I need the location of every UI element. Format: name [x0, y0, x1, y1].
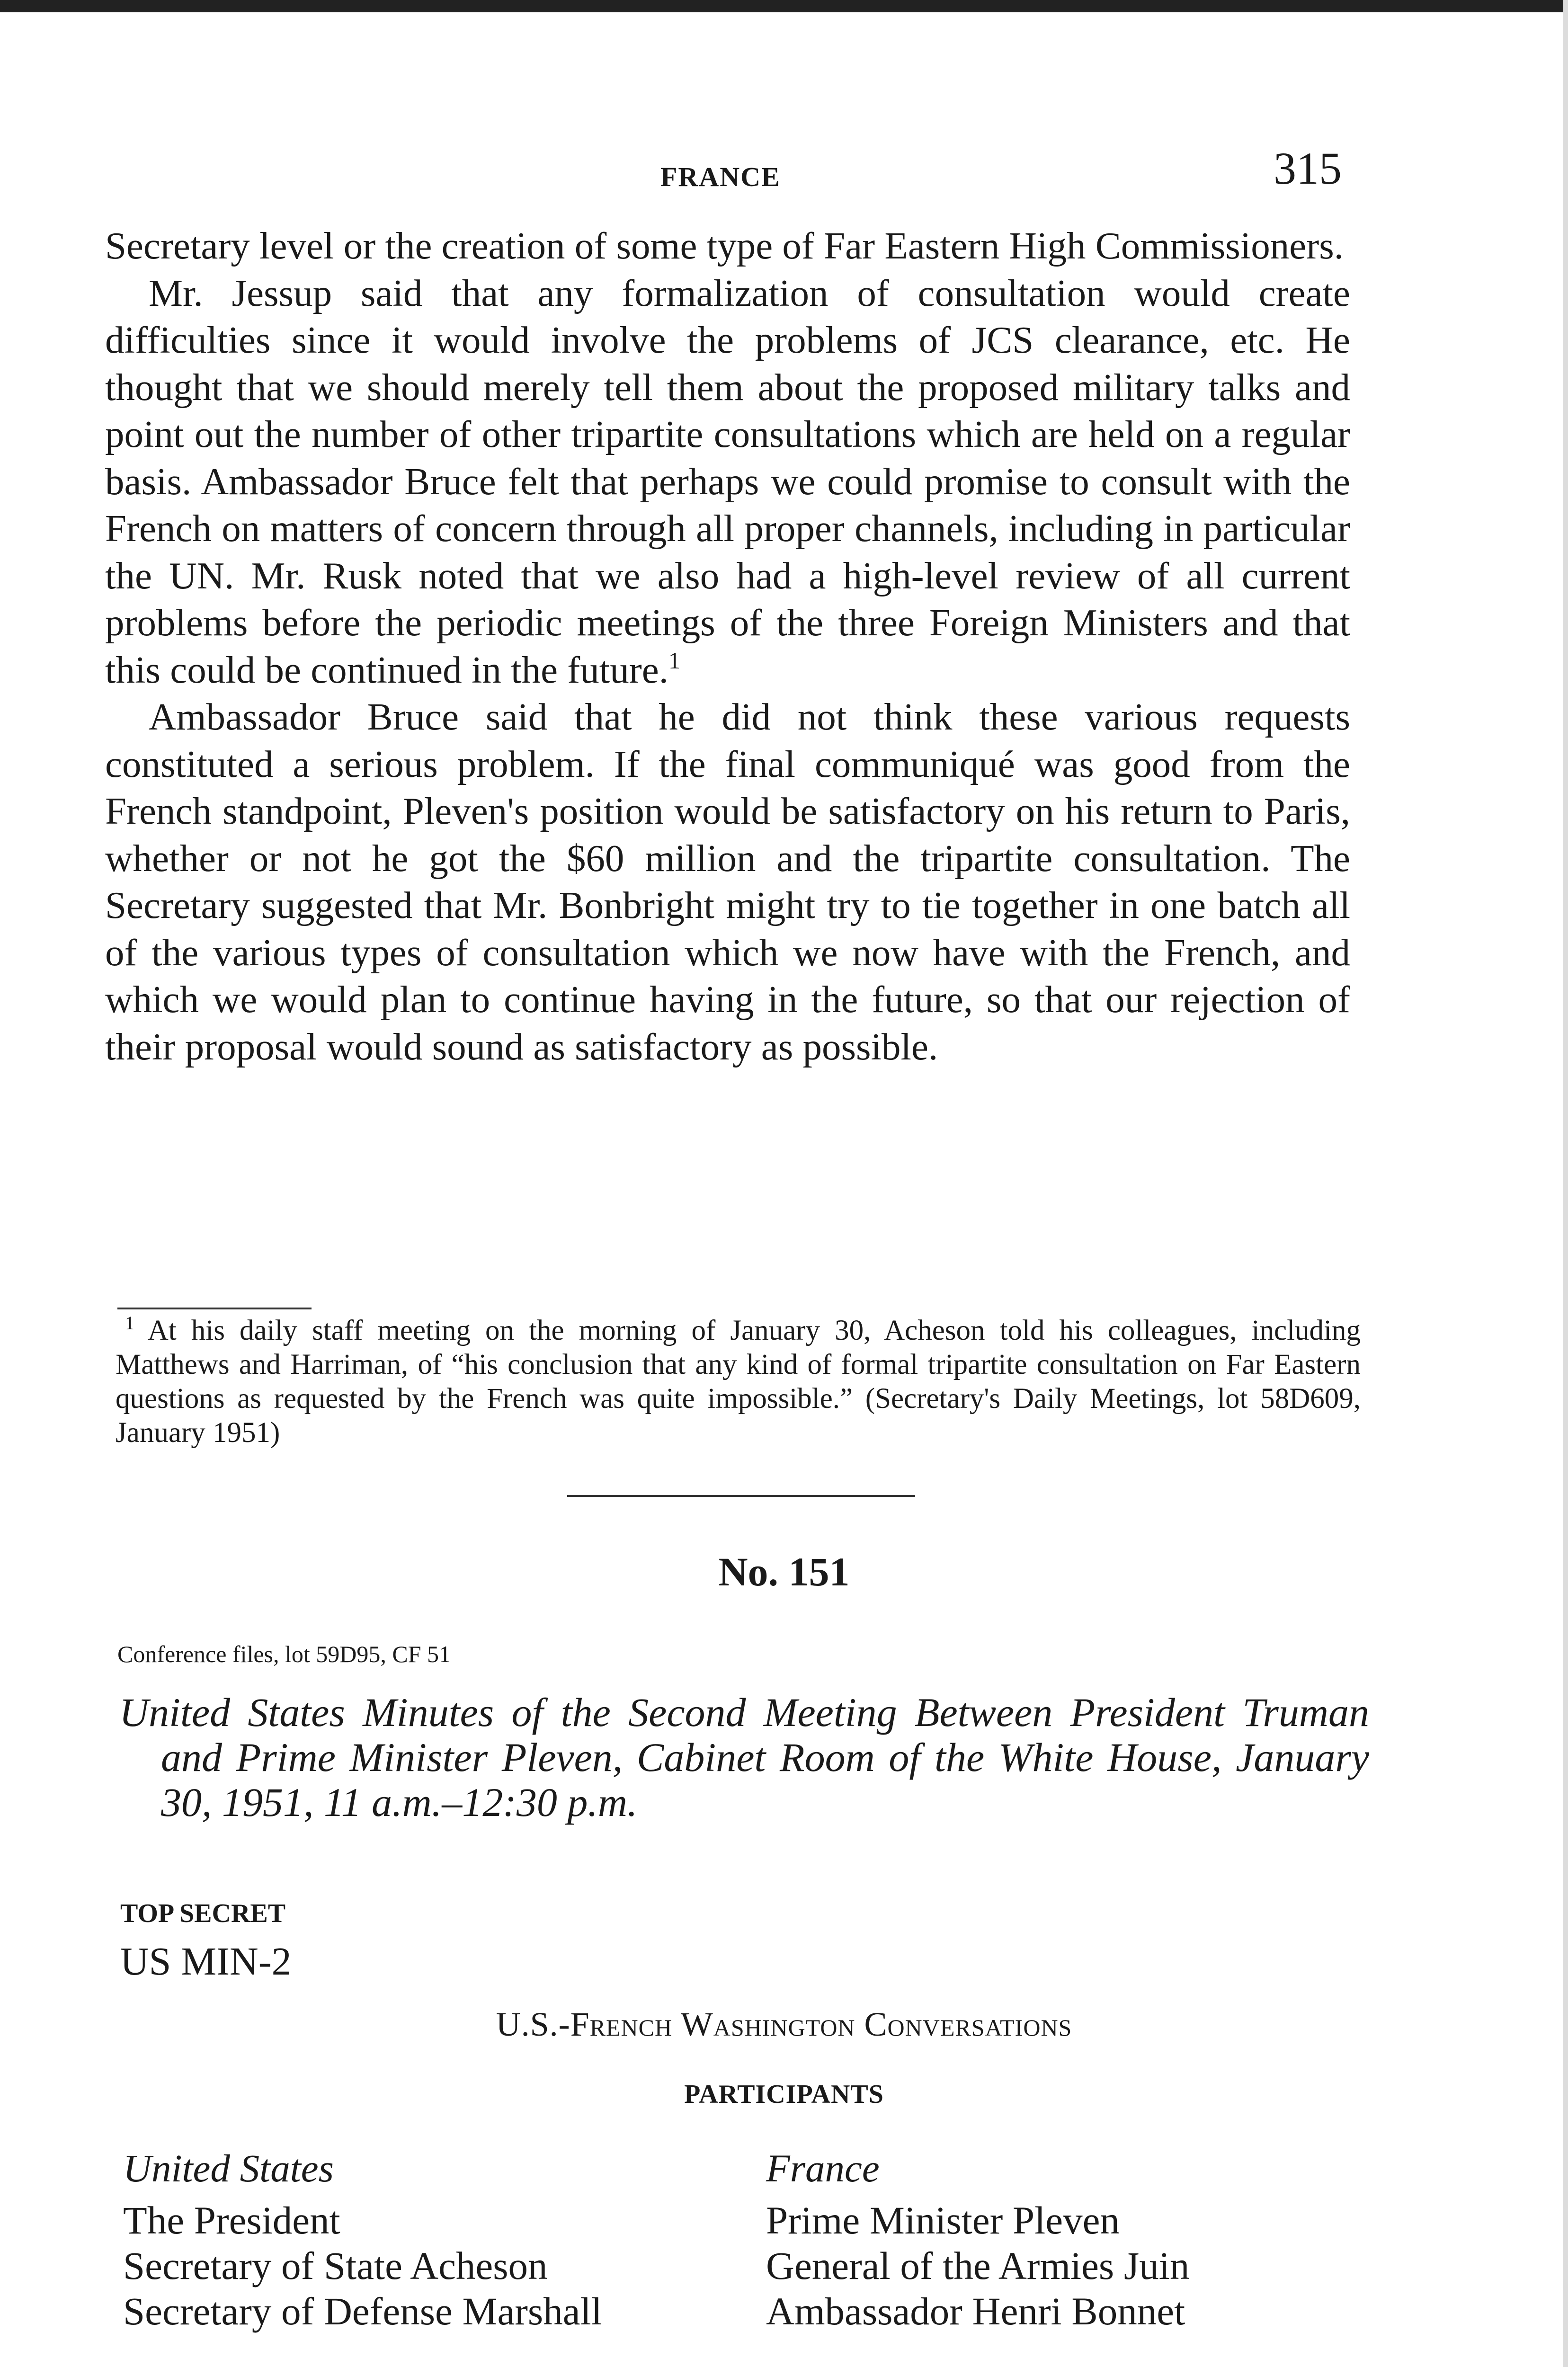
footnote-rule [117, 1308, 312, 1309]
footnote [116, 1314, 1361, 1450]
page-number: 315 [1274, 143, 1342, 194]
document-source: Conference files, lot 59D95, CF 51 [117, 1641, 451, 1667]
body-paragraph-2-text: Mr. Jessup said that any formalization of consultation would create difficulties since it would involve the problems of JCS clearance, etc. He thought that we should merely tell them about the proposed military talks and point out the number of other tripartite consultations which are held on a regular basis. Ambassador Bruce felt that perhaps we could promise to consult with the French on matters of concern through all proper channels, including in particular the UN. Mr. Rusk noted that we also had a high-level review of all current problems before the periodic meetings of the three Foreign Ministers and that this could be continued in the future. [105, 271, 1350, 691]
page-header [0, 142, 1568, 208]
us-participant: Secretary of Defense Marshall [123, 2289, 602, 2333]
body-paragraph-3: Ambassador Bruce said that he did not think these various requests constituted a serious problem. If the final communiqué was good from the French standpoint, Pleven's position would be satisfactory on his return to Paris, whether or not he got the $60 million and the tripartite consultation. The Secretary suggested that Mr. Bonbright might try to tie together in one batch all of the various types of consultation which we now have with the French, and which we would plan to continue having in the future, so that our rejection of their proposal would sound as satisfactory as possible. [105, 695, 1350, 1068]
footnote-marker: 1 [125, 1312, 134, 1334]
running-head: FRANCE [660, 161, 781, 192]
footnote-text: At his daily staff meeting on the morning of January 30, Acheson told his colleagues, including Matthews and Harriman, of “his conclusion that any kind of formal tripartite consultation on Far Eastern questions as requested by the French was quite impossible.” (Secretary's Daily Meetings, lot 58D609, January 1951) [116, 1315, 1361, 1449]
body-paragraph-1: Secretary level or the creation of some type of Far Eastern High Commissioners. [105, 224, 1344, 267]
body-paragraph-2 [105, 270, 1350, 694]
france-participant: General of the Armies Juin [766, 2244, 1190, 2287]
us-participant: Secretary of State Acheson [123, 2244, 548, 2287]
france-column-heading: France [766, 2146, 880, 2190]
document-title: United States Minutes of the Second Meeting Between President Truman and Prime Minister Pleven, Cabinet Room of the White House, January 30, 1951, 11 a.m.–12:30 p.m. [119, 1690, 1369, 1825]
conversations-heading: U.S.-French Washington Conversations [496, 2005, 1072, 2043]
document-serial: US MIN-2 [120, 1940, 292, 1984]
footnote-reference[interactable]: 1 [668, 647, 680, 674]
us-column-heading: United States [123, 2146, 334, 2190]
body-text [105, 222, 1350, 1070]
france-participant: Ambassador Henri Bonnet [766, 2289, 1185, 2333]
us-participant: The President [123, 2198, 340, 2242]
participants-heading: PARTICIPANTS [684, 2080, 884, 2109]
france-participant: Prime Minister Pleven [766, 2198, 1120, 2242]
document-number: No. 151 [718, 1549, 850, 1594]
participants-us-column [123, 2145, 602, 2334]
participants-france-column [766, 2145, 1189, 2334]
classification-marking: TOP SECRET [120, 1899, 286, 1928]
page-top-edge [0, 0, 1568, 12]
document-separator-rule [567, 1495, 915, 1497]
